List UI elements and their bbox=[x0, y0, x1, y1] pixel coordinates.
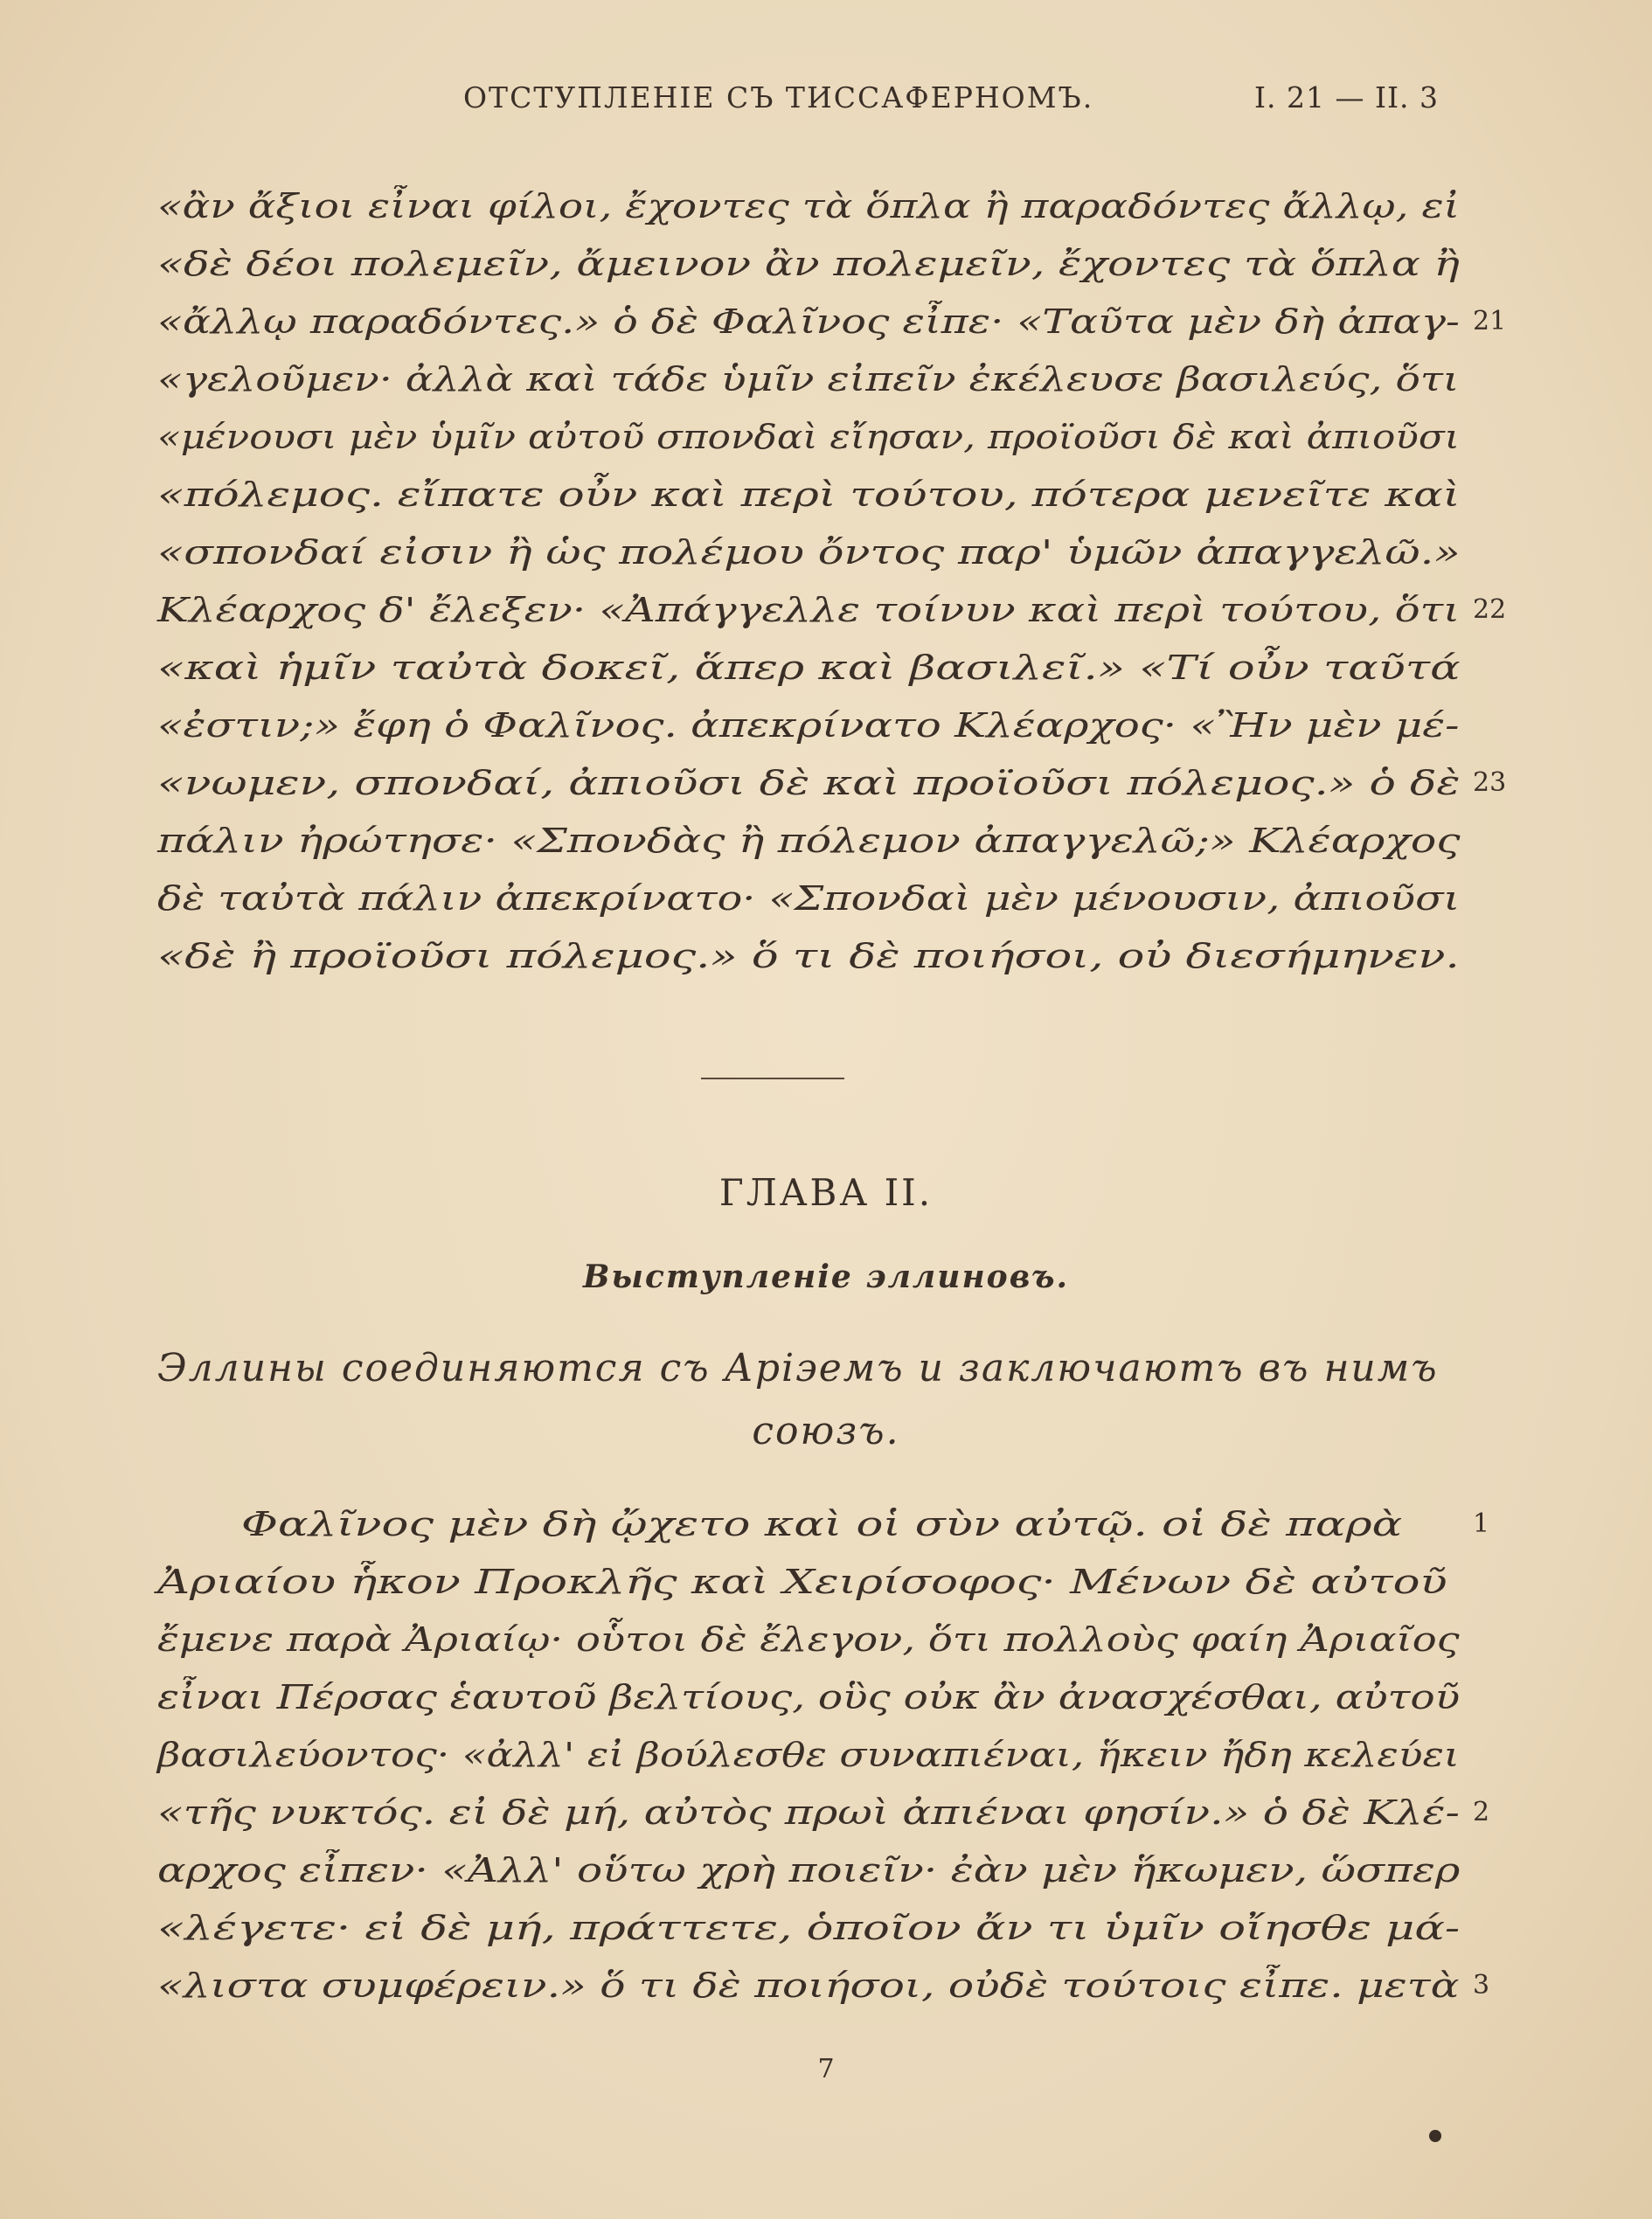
text-line: «λέγετε· εἰ δὲ μή, πράττετε, ὁποῖον ἄν τι ὑμῖν οἴησθε μά- bbox=[157, 1909, 1461, 1947]
text-line: εἶναι Πέρσας ἑαυτοῦ βελτίους, οὓς οὐκ ἂν ἀνασχέσθαι, αὐτοῦ bbox=[157, 1678, 1461, 1716]
text-line: αρχος εἶπεν· «Ἀλλ' οὕτω χρὴ ποιεῖν· ἐὰν μὲν ἥκωμεν, ὥσπερ bbox=[157, 1851, 1461, 1890]
text-line: «δὲ δέοι πολεμεῖν, ἄμεινον ἂν πολεμεῖν, ἔχοντες τὰ ὅπλα ἢ bbox=[157, 245, 1460, 283]
text-line: «ἂν ἄξιοι εἶναι φίλοι, ἔχοντες τὰ ὅπλα ἢ παραδόντες ἄλλῳ, εἰ bbox=[157, 187, 1460, 225]
section-number: 23 bbox=[1473, 767, 1507, 798]
text-line: «πόλεμος. εἴπατε οὖν καὶ περὶ τούτου, πότερα μενεῖτε καὶ bbox=[157, 475, 1461, 514]
text-line: ἔμενε παρὰ Ἀριαίῳ· οὗτοι δὲ ἔλεγον, ὅτι πολλοὺς φαίη Ἀριαῖος bbox=[157, 1620, 1460, 1659]
text-line: «γελοῦμεν· ἀλλὰ καὶ τάδε ὑμῖν εἰπεῖν ἐκέλευσε βασιλεύς, ὅτι bbox=[157, 360, 1460, 399]
text-line: βασιλεύοντος· «ἀλλ' εἰ βούλεσθε συναπιέναι, ἥκειν ἤδη κελεύει bbox=[157, 1736, 1460, 1774]
text-line: «σπονδαί εἰσιν ἢ ὡς πολέμου ὄντος παρ' ὑμῶν ἀπαγγελῶ.» bbox=[157, 533, 1461, 572]
text-line: Κλέαρχος δ' ἔλεξεν· «Ἀπάγγελλε τοίνυν καὶ περὶ τούτου, ὅτι bbox=[157, 591, 1461, 629]
chapter-subtitle: Выступленіе эллиновъ. bbox=[582, 1259, 1070, 1295]
chapter-title: ГЛАВА II. bbox=[718, 1171, 934, 1214]
section-reference: I. 21 — II. 3 bbox=[1254, 80, 1440, 114]
text-line: «καὶ ἡμῖν ταὐτὰ δοκεῖ, ἅπερ καὶ βασιλεῖ.» «Τί οὖν ταῦτά bbox=[157, 648, 1461, 687]
text-line: Φαλῖνος μὲν δὴ ᾤχετο καὶ οἱ σὺν αὐτῷ. οἱ δὲ παρὰ bbox=[241, 1505, 1403, 1543]
text-line: «δὲ ἢ προϊοῦσι πόλεμος.» ὅ τι δὲ ποιήσοι, οὐ διεσήμηνεν. bbox=[157, 937, 1460, 975]
chapter-summary-line-1: Эллины соединяются съ Аріэемъ и заключаютъ въ нимъ bbox=[157, 1346, 1439, 1390]
text-line: πάλιν ἠρώτησε· «Σπονδὰς ἢ πόλεμον ἀπαγγελῶ;» Κλέαρχος bbox=[157, 822, 1461, 860]
section-number: 22 bbox=[1473, 594, 1507, 625]
section-divider bbox=[701, 1078, 844, 1079]
text-line: «μένουσι μὲν ὑμῖν αὐτοῦ σπονδαὶ εἴησαν, προϊοῦσι δὲ καὶ ἀπιοῦσι bbox=[157, 418, 1460, 456]
section-number: 2 bbox=[1473, 1797, 1490, 1827]
section-number: 21 bbox=[1473, 306, 1507, 336]
text-line: «ἐστιν;» ἔφη ὁ Φαλῖνος. ἀπεκρίνατο Κλέαρχος· «Ἢν μὲν μέ- bbox=[157, 706, 1460, 745]
running-title: ОТСТУПЛЕНІЕ СЪ ТИССАФЕРНОМЪ. bbox=[463, 80, 1094, 114]
text-line: «λιστα συμφέρειν.» ὅ τι δὲ ποιήσοι, οὐδὲ τούτοις εἶπε. μετὰ bbox=[157, 1966, 1460, 2005]
page-number: 7 bbox=[817, 2054, 835, 2084]
section-number: 1 bbox=[1473, 1508, 1490, 1539]
section-number: 3 bbox=[1473, 1970, 1490, 2001]
ink-spot bbox=[1429, 2130, 1441, 2142]
chapter-summary-line-2: союзъ. bbox=[752, 1409, 900, 1453]
text-line: «νωμεν, σπονδαί, ἀπιοῦσι δὲ καὶ προϊοῦσι πόλεμος.» ὁ δὲ bbox=[157, 764, 1461, 802]
text-line: «ἄλλῳ παραδόντες.» ὁ δὲ Φαλῖνος εἶπε· «Ταῦτα μὲν δὴ ἀπαγ- bbox=[157, 302, 1460, 341]
text-line: «τῆς νυκτός. εἰ δὲ μή, αὐτὸς πρωὶ ἀπιέναι φησίν.» ὁ δὲ Κλέ- bbox=[157, 1793, 1460, 1832]
text-line: Ἀριαίου ἧκον Προκλῆς καὶ Χειρίσοφος· Μένων δὲ αὐτοῦ bbox=[157, 1563, 1447, 1601]
page-header bbox=[157, 80, 1460, 124]
text-line: δὲ ταὐτὰ πάλιν ἀπεκρίνατο· «Σπονδαὶ μὲν μένουσιν, ἀπιοῦσι bbox=[157, 879, 1461, 918]
